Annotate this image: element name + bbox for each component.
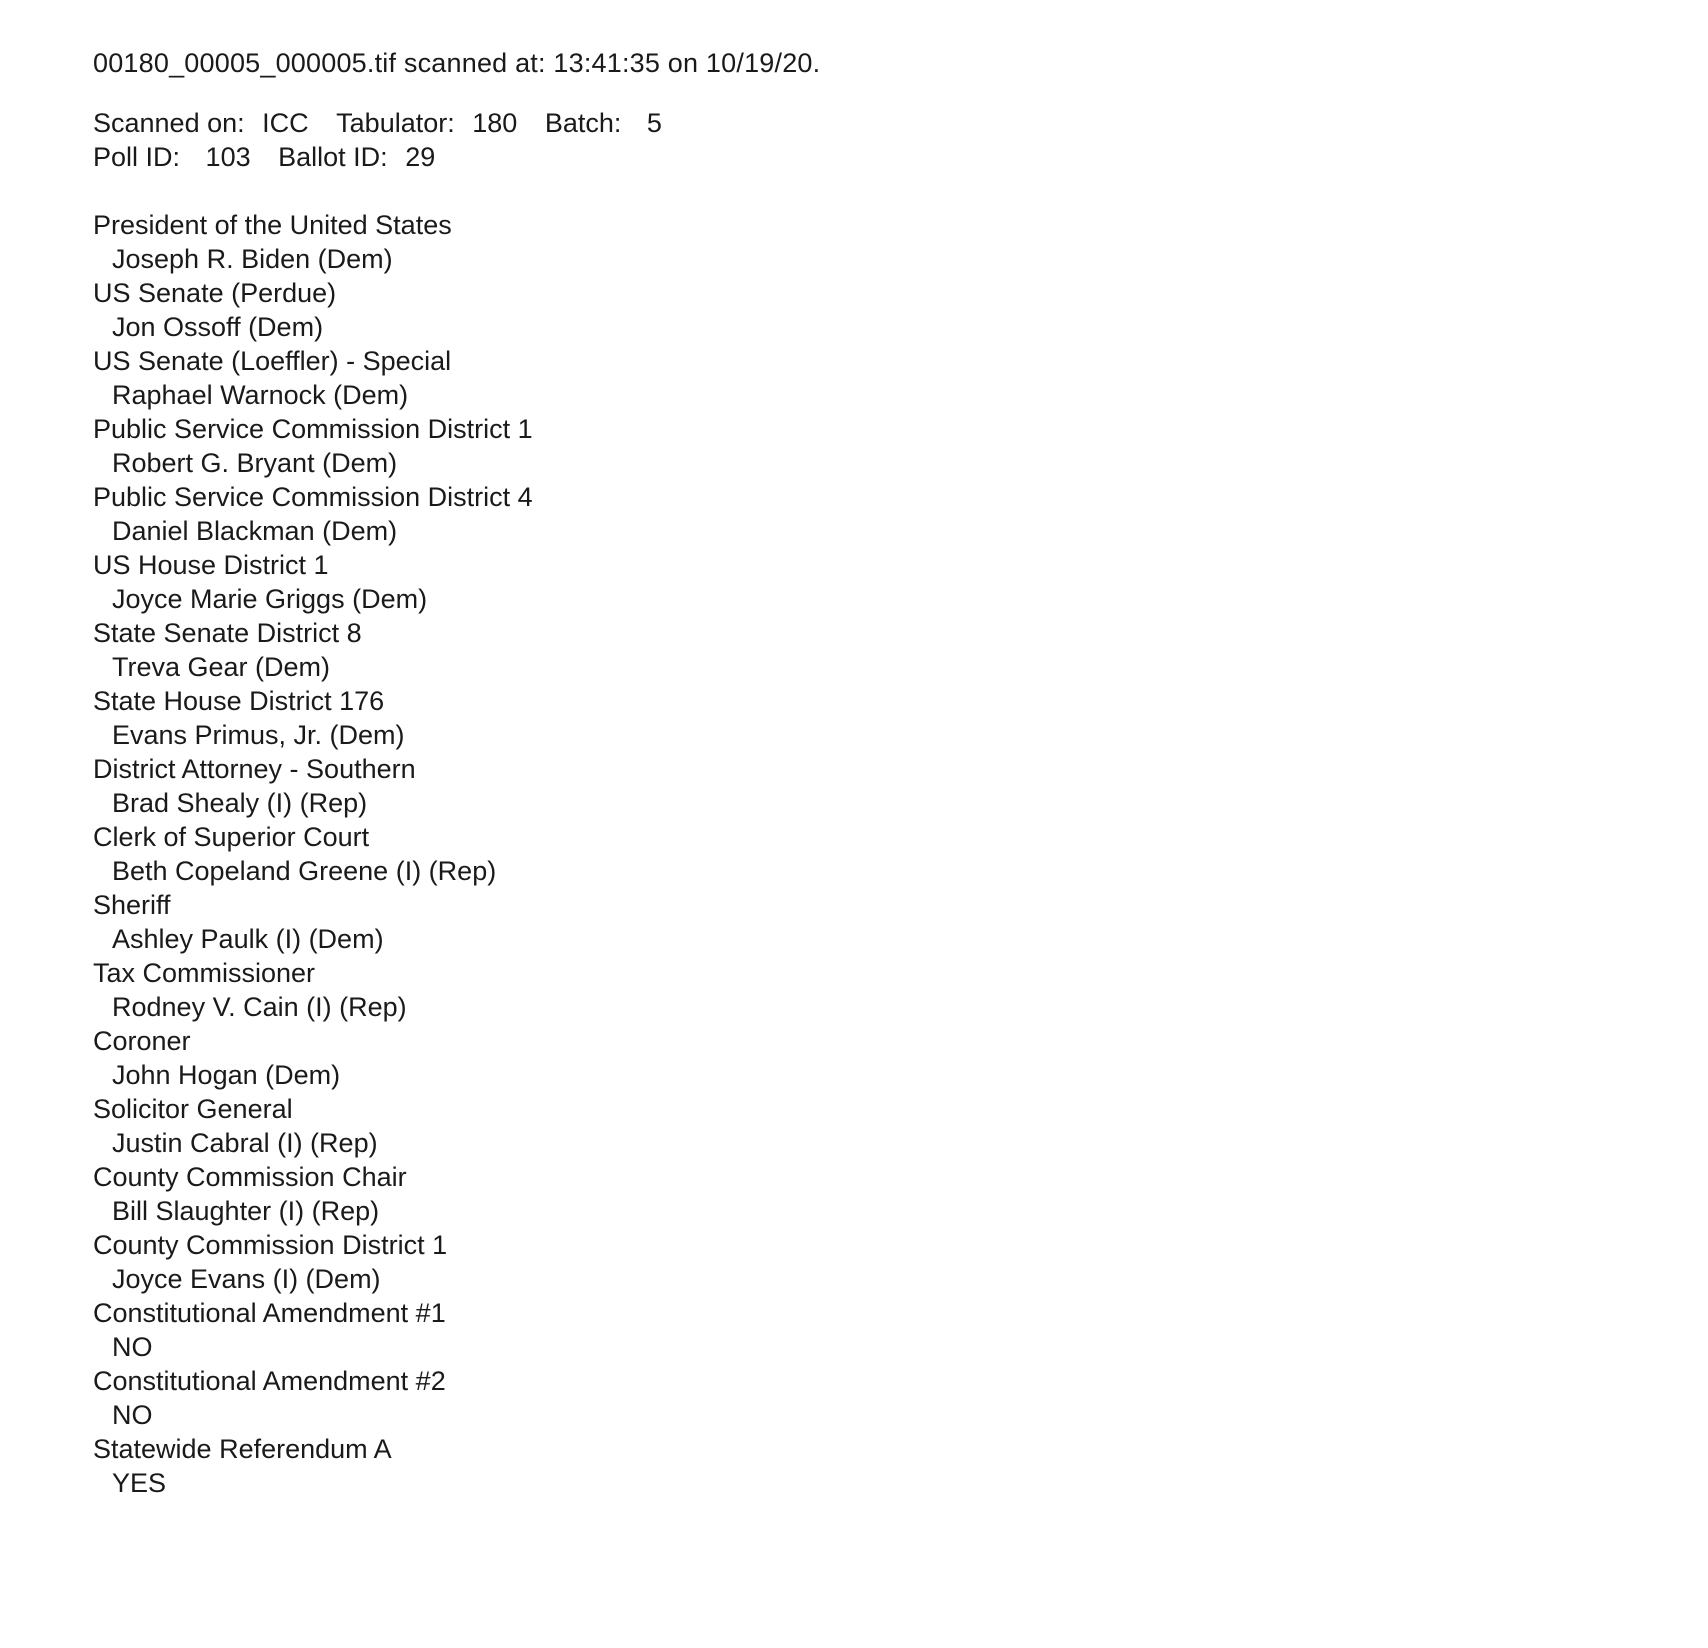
vote-record [93,888,1648,956]
batch-value: 5 [646,108,662,138]
vote-choice: NO [112,1400,153,1430]
vote-choice: Bill Slaughter (I) (Rep) [112,1196,380,1226]
vote-choice: Justin Cabral (I) (Rep) [112,1128,378,1158]
vote-choice: Joyce Evans (I) (Dem) [112,1264,381,1294]
contest-name: US Senate (Loeffler) - Special [93,346,452,376]
batch-label: Batch: [544,108,622,138]
contest-name: State Senate District 8 [93,618,362,648]
contest-name: Coroner [93,1026,191,1056]
vote-record [93,1432,1648,1500]
vote-choice: Raphael Warnock (Dem) [112,380,409,410]
contest-name: US Senate (Perdue) [93,278,337,308]
contest-name: State House District 176 [93,686,385,716]
vote-record [93,1160,1648,1228]
scanned-on-group [93,106,309,140]
contest-name: Tax Commissioner [93,958,316,988]
vote-record [93,820,1648,888]
vote-record [93,616,1648,684]
tabulator-value: 180 [472,108,518,138]
tabulator-label: Tabulator: [336,108,455,138]
vote-record [93,344,1648,412]
scan-info-line-2 [93,140,1648,174]
vote-choice: Ashley Paulk (I) (Dem) [112,924,384,954]
contest-name: Solicitor General [93,1094,293,1124]
batch-group [545,106,662,140]
poll-id-group [93,140,251,174]
vote-record [93,208,1648,276]
scan-info-line-1 [93,106,1648,140]
vote-record [93,1092,1648,1160]
contest-name: Constitutional Amendment #1 [93,1298,446,1328]
vote-record [93,1024,1648,1092]
ballot-id-group [278,140,435,174]
vote-choice: YES [112,1468,167,1498]
vote-choice: Daniel Blackman (Dem) [112,516,398,546]
scanned-on-label: Scanned on: [93,108,245,138]
contest-name: Constitutional Amendment #2 [93,1366,446,1396]
vote-record [93,1296,1648,1364]
contest-name: County Commission District 1 [93,1230,448,1260]
vote-choice: Jon Ossoff (Dem) [112,312,324,342]
vote-choice: Rodney V. Cain (I) (Rep) [112,992,407,1022]
ballot-id-value: 29 [405,142,436,172]
contest-name: President of the United States [93,210,452,240]
tabulator-group [336,106,517,140]
scanned-on-value: ICC [262,108,309,138]
vote-choice: Beth Copeland Greene (I) (Rep) [112,856,497,886]
vote-choice: Robert G. Bryant (Dem) [112,448,398,478]
vote-choice: Evans Primus, Jr. (Dem) [112,720,405,750]
scan-info-block [93,106,1648,174]
vote-choice: Joseph R. Biden (Dem) [112,244,393,274]
contest-name: Statewide Referendum A [93,1434,392,1464]
vote-record [93,1364,1648,1432]
vote-record [93,276,1648,344]
poll-id-label: Poll ID: [93,142,181,172]
contest-name: Public Service Commission District 1 [93,414,533,444]
ballot-id-label: Ballot ID: [278,142,388,172]
vote-record [93,752,1648,820]
scan-filename-line: 00180_00005_000005.tif scanned at: 13:41:35 on 10/19/20. [93,48,821,78]
contest-name: District Attorney - Southern [93,754,416,784]
vote-choice: Brad Shealy (I) (Rep) [112,788,368,818]
poll-id-value: 103 [205,142,251,172]
contest-name: Clerk of Superior Court [93,822,370,852]
vote-record-list [93,208,1648,1500]
vote-choice: Joyce Marie Griggs (Dem) [112,584,428,614]
vote-record [93,548,1648,616]
contest-name: US House District 1 [93,550,329,580]
vote-choice: NO [112,1332,153,1362]
contest-name: Public Service Commission District 4 [93,482,533,512]
vote-record [93,956,1648,1024]
contest-name: County Commission Chair [93,1162,407,1192]
vote-record [93,480,1648,548]
contest-name: Sheriff [93,890,171,920]
vote-choice: Treva Gear (Dem) [112,652,331,682]
vote-record [93,684,1648,752]
vote-choice: John Hogan (Dem) [112,1060,341,1090]
vote-record [93,412,1648,480]
vote-record [93,1228,1648,1296]
